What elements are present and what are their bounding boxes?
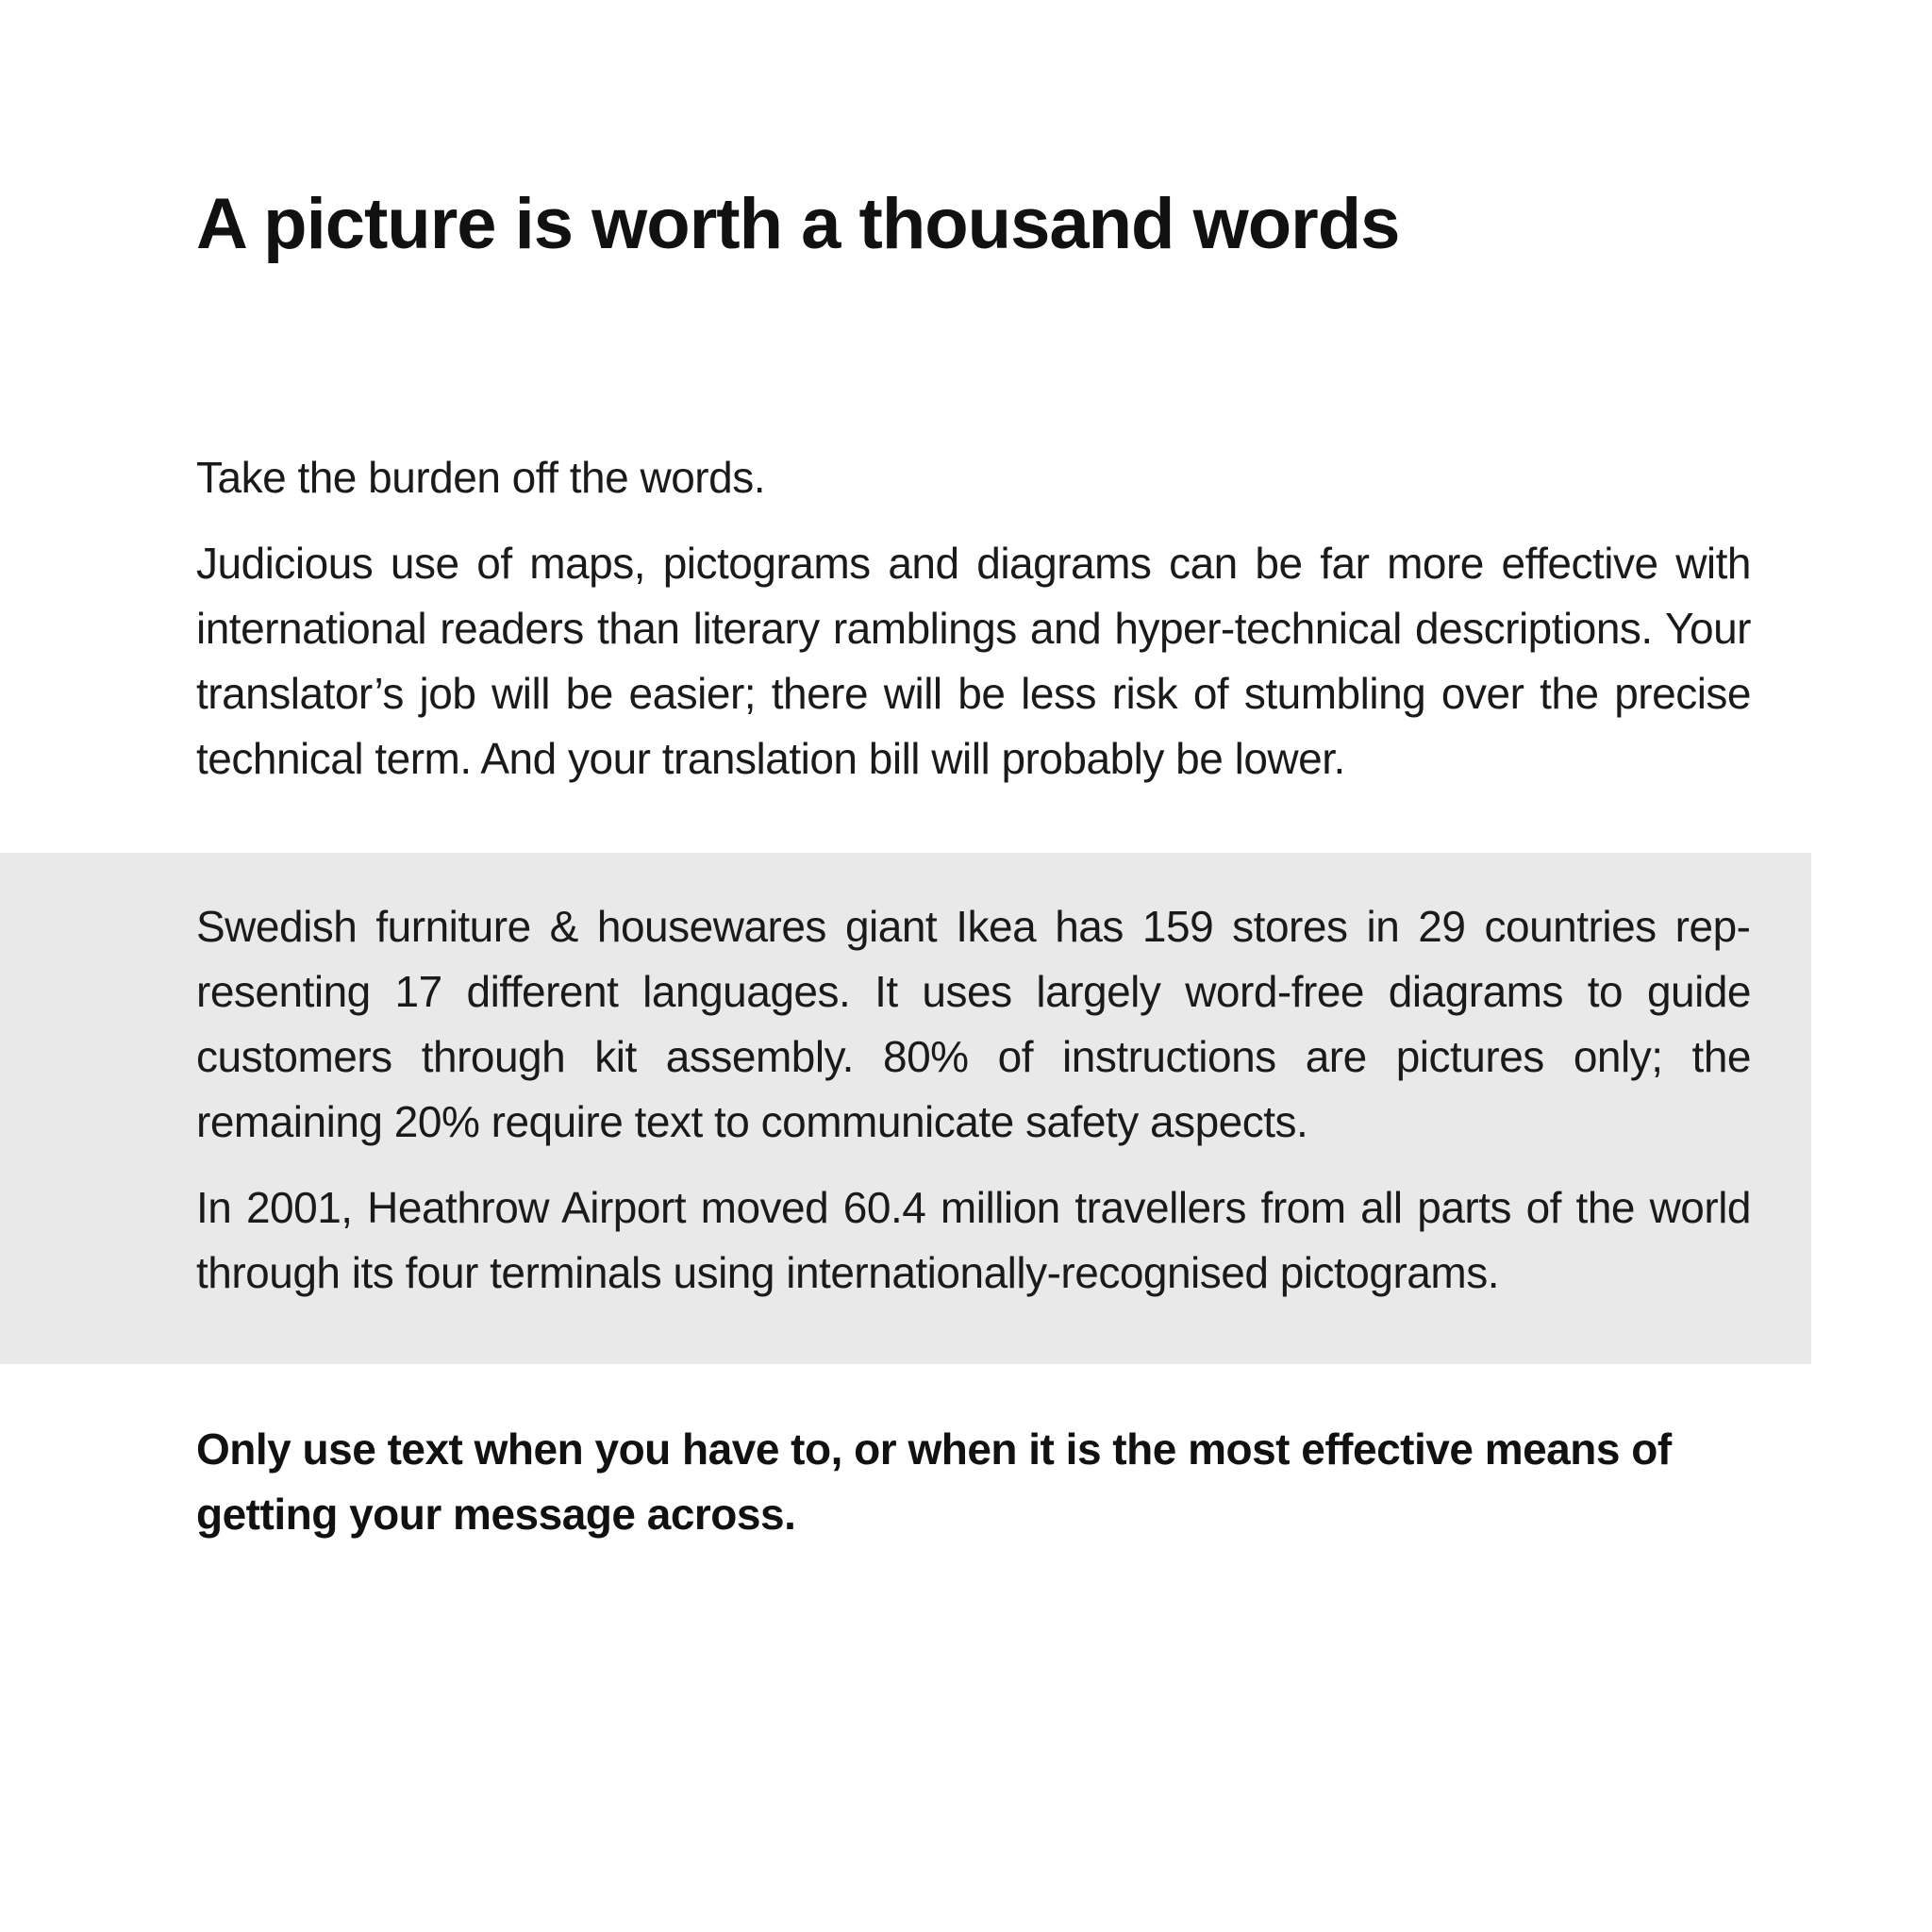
closing-takeaway: Only use text when you have to, or when it is the most effective means of getting your message across. (196, 1424, 1672, 1539)
ikea-example-paragraph: Swedish furniture & housewares giant Ikea has 159 stores in 29 countries representing 17 different languages. It uses largely word-free diagrams to guide customers through kit assembly. 80% of instructions are pictures only; the remaining 20% require text to communicate safety aspects. (196, 902, 1751, 1146)
intro-body: Judicious use of maps, pictograms and diagrams can be far more effective with international readers than literary ramblings and hyper-technical descriptions. Your translator’s job will be easier; there will be less risk of stumbling over the precise technical term. And your translation bill will probably be lower. (196, 539, 1751, 783)
intro-section (196, 445, 1751, 791)
example-callout-box (0, 853, 1811, 1364)
page-title: A picture is worth a thousand words (196, 184, 1400, 264)
heathrow-example-paragraph: In 2001, Heathrow Airport moved 60.4 million travellers from all parts of the world through its four terminals using internationally-recognised pictograms. (196, 1183, 1751, 1297)
intro-lead: Take the burden off the words. (196, 453, 765, 502)
callout-content (196, 894, 1751, 1306)
